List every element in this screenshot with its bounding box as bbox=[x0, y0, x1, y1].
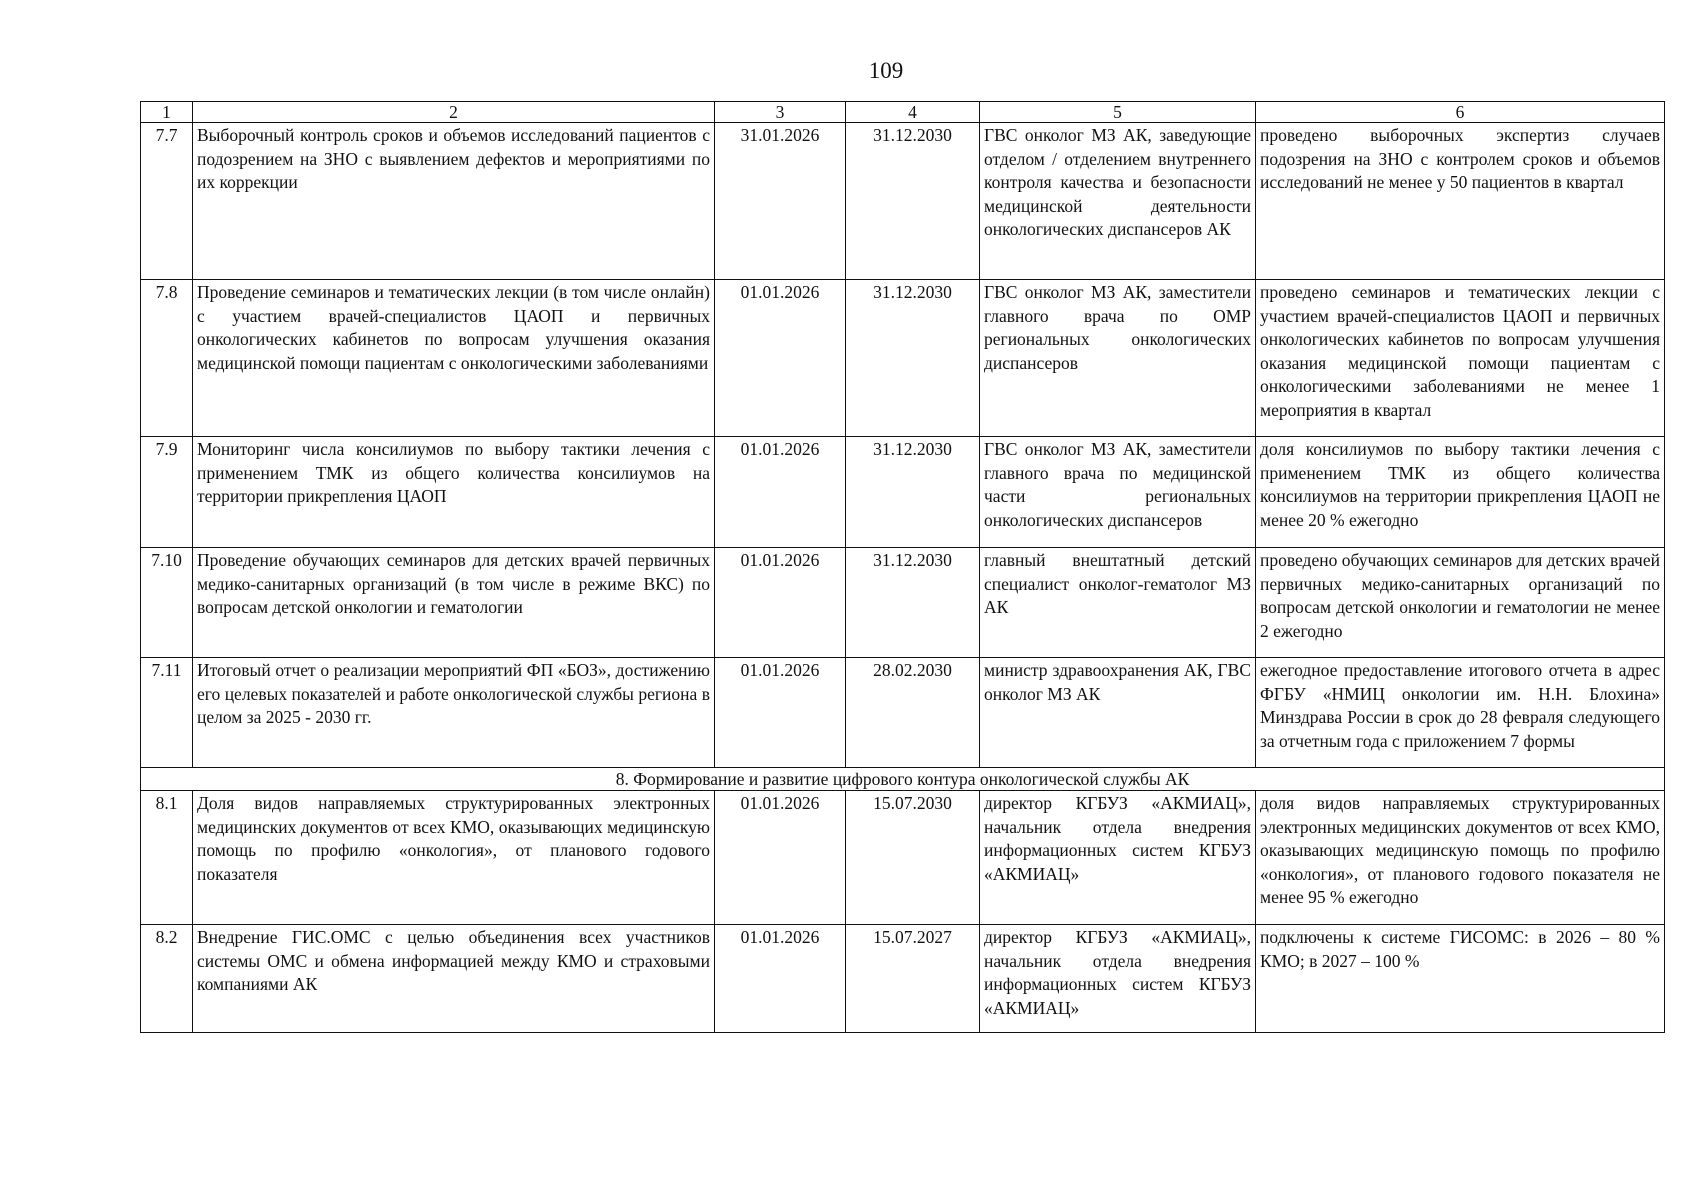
column-header: 5 bbox=[980, 102, 1256, 123]
activity-cell: Доля видов направляемых структурированных электронных медицинских документов от всех КМО, оказывающих медицинскую помощь по профилю «онкология», от планового годового показателя bbox=[193, 791, 715, 925]
rows-section-7 bbox=[141, 123, 1665, 768]
activity-cell: Итоговый отчет о реализации мероприятий ФП «БОЗ», достижению его целевых показателей и работе онкологической службы региона в целом за 2025 - 2030 гг. bbox=[193, 658, 715, 768]
table-row bbox=[141, 123, 1665, 280]
end-date-cell: 31.12.2030 bbox=[846, 280, 980, 437]
column-number-row bbox=[141, 102, 1665, 123]
row-number: 7.7 bbox=[141, 123, 193, 280]
start-date-cell: 01.01.2026 bbox=[715, 280, 846, 437]
responsible-cell: директор КГБУЗ «АКМИАЦ», начальник отдела внедрения информационных систем КГБУЗ «АКМИАЦ» bbox=[980, 791, 1256, 925]
column-header: 1 bbox=[141, 102, 193, 123]
end-date-cell: 28.02.2030 bbox=[846, 658, 980, 768]
activity-cell: Мониторинг числа консилиумов по выбору тактики лечения с применением ТМК из общего количества консилиумов на территории прикрепления ЦАОП bbox=[193, 437, 715, 548]
rows-section-8 bbox=[141, 791, 1665, 1033]
table-row bbox=[141, 548, 1665, 658]
activity-cell: Проведение семинаров и тематических лекции (в том числе онлайн) с участием врачей-специалистов ЦАОП и первичных онкологических кабинетов по вопросам улучшения оказания медицинской помощи пациентам с онкологическими заболеваниями bbox=[193, 280, 715, 437]
start-date-cell: 01.01.2026 bbox=[715, 791, 846, 925]
row-number: 7.9 bbox=[141, 437, 193, 548]
table-row bbox=[141, 925, 1665, 1033]
responsible-cell: главный внештатный детский специалист онколог-гематолог МЗ АК bbox=[980, 548, 1256, 658]
activity-cell: Внедрение ГИС.ОМС с целью объединения всех участников системы ОМС и обмена информацией между КМО и страховыми компаниями АК bbox=[193, 925, 715, 1033]
responsible-cell: ГВС онколог МЗ АК, заместители главного врача по ОМР региональных онкологических диспансеров bbox=[980, 280, 1256, 437]
plan-table bbox=[140, 101, 1665, 1033]
result-cell: проведено выборочных экспертиз случаев подозрения на ЗНО с контролем сроков и объемов исследований не менее у 50 пациентов в квартал bbox=[1256, 123, 1665, 280]
table-row bbox=[141, 437, 1665, 548]
table-row bbox=[141, 280, 1665, 437]
start-date-cell: 01.01.2026 bbox=[715, 437, 846, 548]
column-header: 4 bbox=[846, 102, 980, 123]
activity-cell: Выборочный контроль сроков и объемов исследований пациентов с подозрением на ЗНО с выявлением дефектов и мероприятиями по их коррекции bbox=[193, 123, 715, 280]
result-cell: подключены к системе ГИСОМС: в 2026 – 80 % КМО; в 2027 – 100 % bbox=[1256, 925, 1665, 1033]
end-date-cell: 15.07.2030 bbox=[846, 791, 980, 925]
responsible-cell: директор КГБУЗ «АКМИАЦ», начальник отдела внедрения информационных систем КГБУЗ «АКМИАЦ» bbox=[980, 925, 1256, 1033]
end-date-cell: 31.12.2030 bbox=[846, 123, 980, 280]
row-number: 8.2 bbox=[141, 925, 193, 1033]
end-date-cell: 15.07.2027 bbox=[846, 925, 980, 1033]
result-cell: ежегодное предоставление итогового отчета в адрес ФГБУ «НМИЦ онкологии им. Н.Н. Блохина» Минздрава России в срок до 28 февраля следующего за отчетным года с приложением 7 формы bbox=[1256, 658, 1665, 768]
start-date-cell: 01.01.2026 bbox=[715, 925, 846, 1033]
end-date-cell: 31.12.2030 bbox=[846, 548, 980, 658]
page-number: 109 bbox=[868, 58, 904, 83]
table-row bbox=[141, 791, 1665, 925]
responsible-cell: ГВС онколог МЗ АК, заведующие отделом / отделением внутреннего контроля качества и безопасности медицинской деятельности онкологических диспансеров АК bbox=[980, 123, 1256, 280]
start-date-cell: 31.01.2026 bbox=[715, 123, 846, 280]
activity-cell: Проведение обучающих семинаров для детских врачей первичных медико-санитарных организаций (в том числе в режиме ВКС) по вопросам детской онкологии и гематологии bbox=[193, 548, 715, 658]
column-header: 3 bbox=[715, 102, 846, 123]
start-date-cell: 01.01.2026 bbox=[715, 548, 846, 658]
column-header: 6 bbox=[1256, 102, 1665, 123]
row-number: 7.8 bbox=[141, 280, 193, 437]
result-cell: доля консилиумов по выбору тактики лечения с применением ТМК из общего количества консилиумов на территории прикрепления ЦАОП не менее 20 % ежегодно bbox=[1256, 437, 1665, 548]
start-date-cell: 01.01.2026 bbox=[715, 658, 846, 768]
row-number: 7.10 bbox=[141, 548, 193, 658]
column-header: 2 bbox=[193, 102, 715, 123]
responsible-cell: министр здравоохранения АК, ГВС онколог МЗ АК bbox=[980, 658, 1256, 768]
section-8-title: 8. Формирование и развитие цифрового контура онкологической службы АК bbox=[141, 768, 1665, 791]
result-cell: доля видов направляемых структурированных электронных медицинских документов от всех КМО, оказывающих медицинскую помощь по профилю «онкология», от планового годового показателя не менее 95 % ежегодно bbox=[1256, 791, 1665, 925]
section-header-row bbox=[141, 768, 1665, 791]
result-cell: проведено обучающих семинаров для детских врачей первичных медико-санитарных организаций по вопросам детской онкологии и гематологии не менее 2 ежегодно bbox=[1256, 548, 1665, 658]
row-number: 7.11 bbox=[141, 658, 193, 768]
result-cell: проведено семинаров и тематических лекции с участием врачей-специалистов ЦАОП и первичных онкологических кабинетов по вопросам улучшения оказания медицинской помощи пациентам с онкологическими заболеваниями не менее 1 мероприятия в квартал bbox=[1256, 280, 1665, 437]
row-number: 8.1 bbox=[141, 791, 193, 925]
responsible-cell: ГВС онколог МЗ АК, заместители главного врача по медицинской части региональных онкологических диспансеров bbox=[980, 437, 1256, 548]
table-row bbox=[141, 658, 1665, 768]
end-date-cell: 31.12.2030 bbox=[846, 437, 980, 548]
